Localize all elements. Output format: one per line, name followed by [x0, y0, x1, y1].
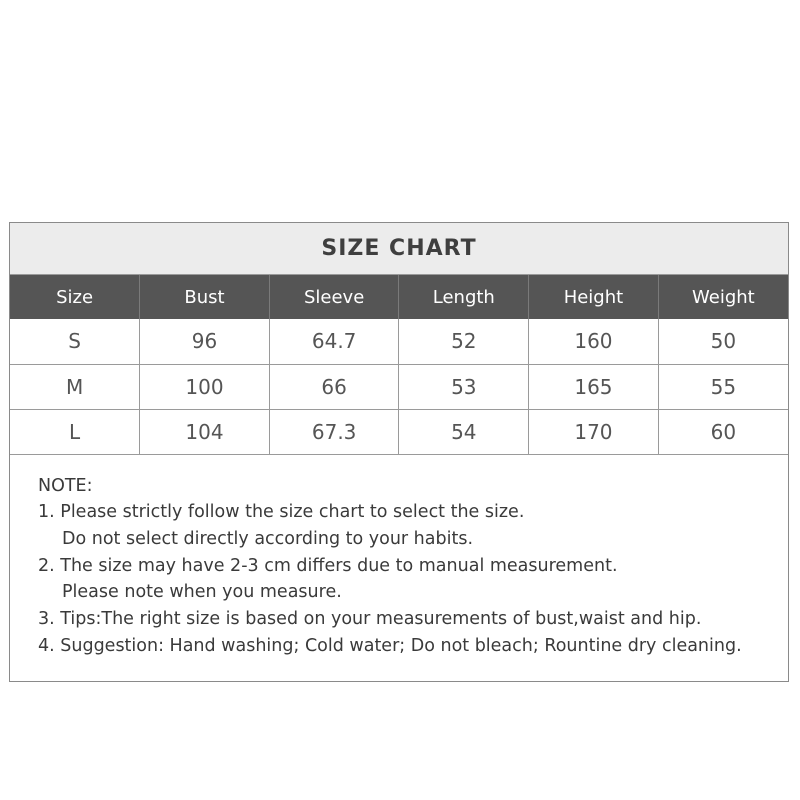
size-table	[10, 275, 788, 455]
table-row	[10, 319, 788, 364]
table-cell: S	[10, 319, 140, 364]
note-line: 4. Suggestion: Hand washing; Cold water; Do not bleach; Rountine dry cleaning.	[38, 635, 742, 656]
table-cell: 165	[529, 364, 659, 409]
table-cell: 170	[529, 409, 659, 454]
table-cell: 67.3	[269, 409, 399, 454]
table-cell: 52	[399, 319, 529, 364]
table-cell: 160	[529, 319, 659, 364]
size-chart	[9, 222, 789, 682]
note-line: Do not select directly according to your habits.	[62, 528, 474, 549]
header-size: Size	[10, 275, 140, 319]
title-bar	[10, 223, 788, 275]
table-row	[10, 364, 788, 409]
header-weight: Weight	[692, 286, 755, 308]
table-header-row	[10, 275, 788, 319]
table-cell: 60	[710, 419, 737, 444]
table-cell: 66	[269, 364, 399, 409]
table-cell: M	[10, 364, 140, 409]
note-line: 2. The size may have 2-3 cm differs due to manual measurement.	[38, 555, 618, 576]
table-row	[10, 409, 788, 454]
table-cell: L	[10, 409, 140, 454]
note-line: 3. Tips:The right size is based on your measurements of bust,waist and hip.	[38, 609, 702, 630]
notes-heading: NOTE:	[38, 475, 93, 496]
table-cell: 64.7	[269, 319, 399, 364]
header-bust: Bust	[140, 275, 270, 319]
table-cell: 104	[140, 409, 270, 454]
table-cell: 96	[140, 319, 270, 364]
note-line: Please note when you measure.	[62, 582, 342, 603]
table-cell: 54	[399, 409, 529, 454]
header-height: Height	[529, 275, 659, 319]
table-cell: 53	[399, 364, 529, 409]
chart-title: SIZE CHART	[321, 236, 477, 261]
table-cell: 50	[710, 329, 737, 354]
note-line: 1. Please strictly follow the size chart to select the size.	[38, 502, 525, 523]
header-sleeve: Sleeve	[269, 275, 399, 319]
table-cell: 100	[140, 364, 270, 409]
table-cell: 55	[710, 374, 737, 399]
notes-section	[10, 455, 788, 660]
header-length: Length	[399, 275, 529, 319]
